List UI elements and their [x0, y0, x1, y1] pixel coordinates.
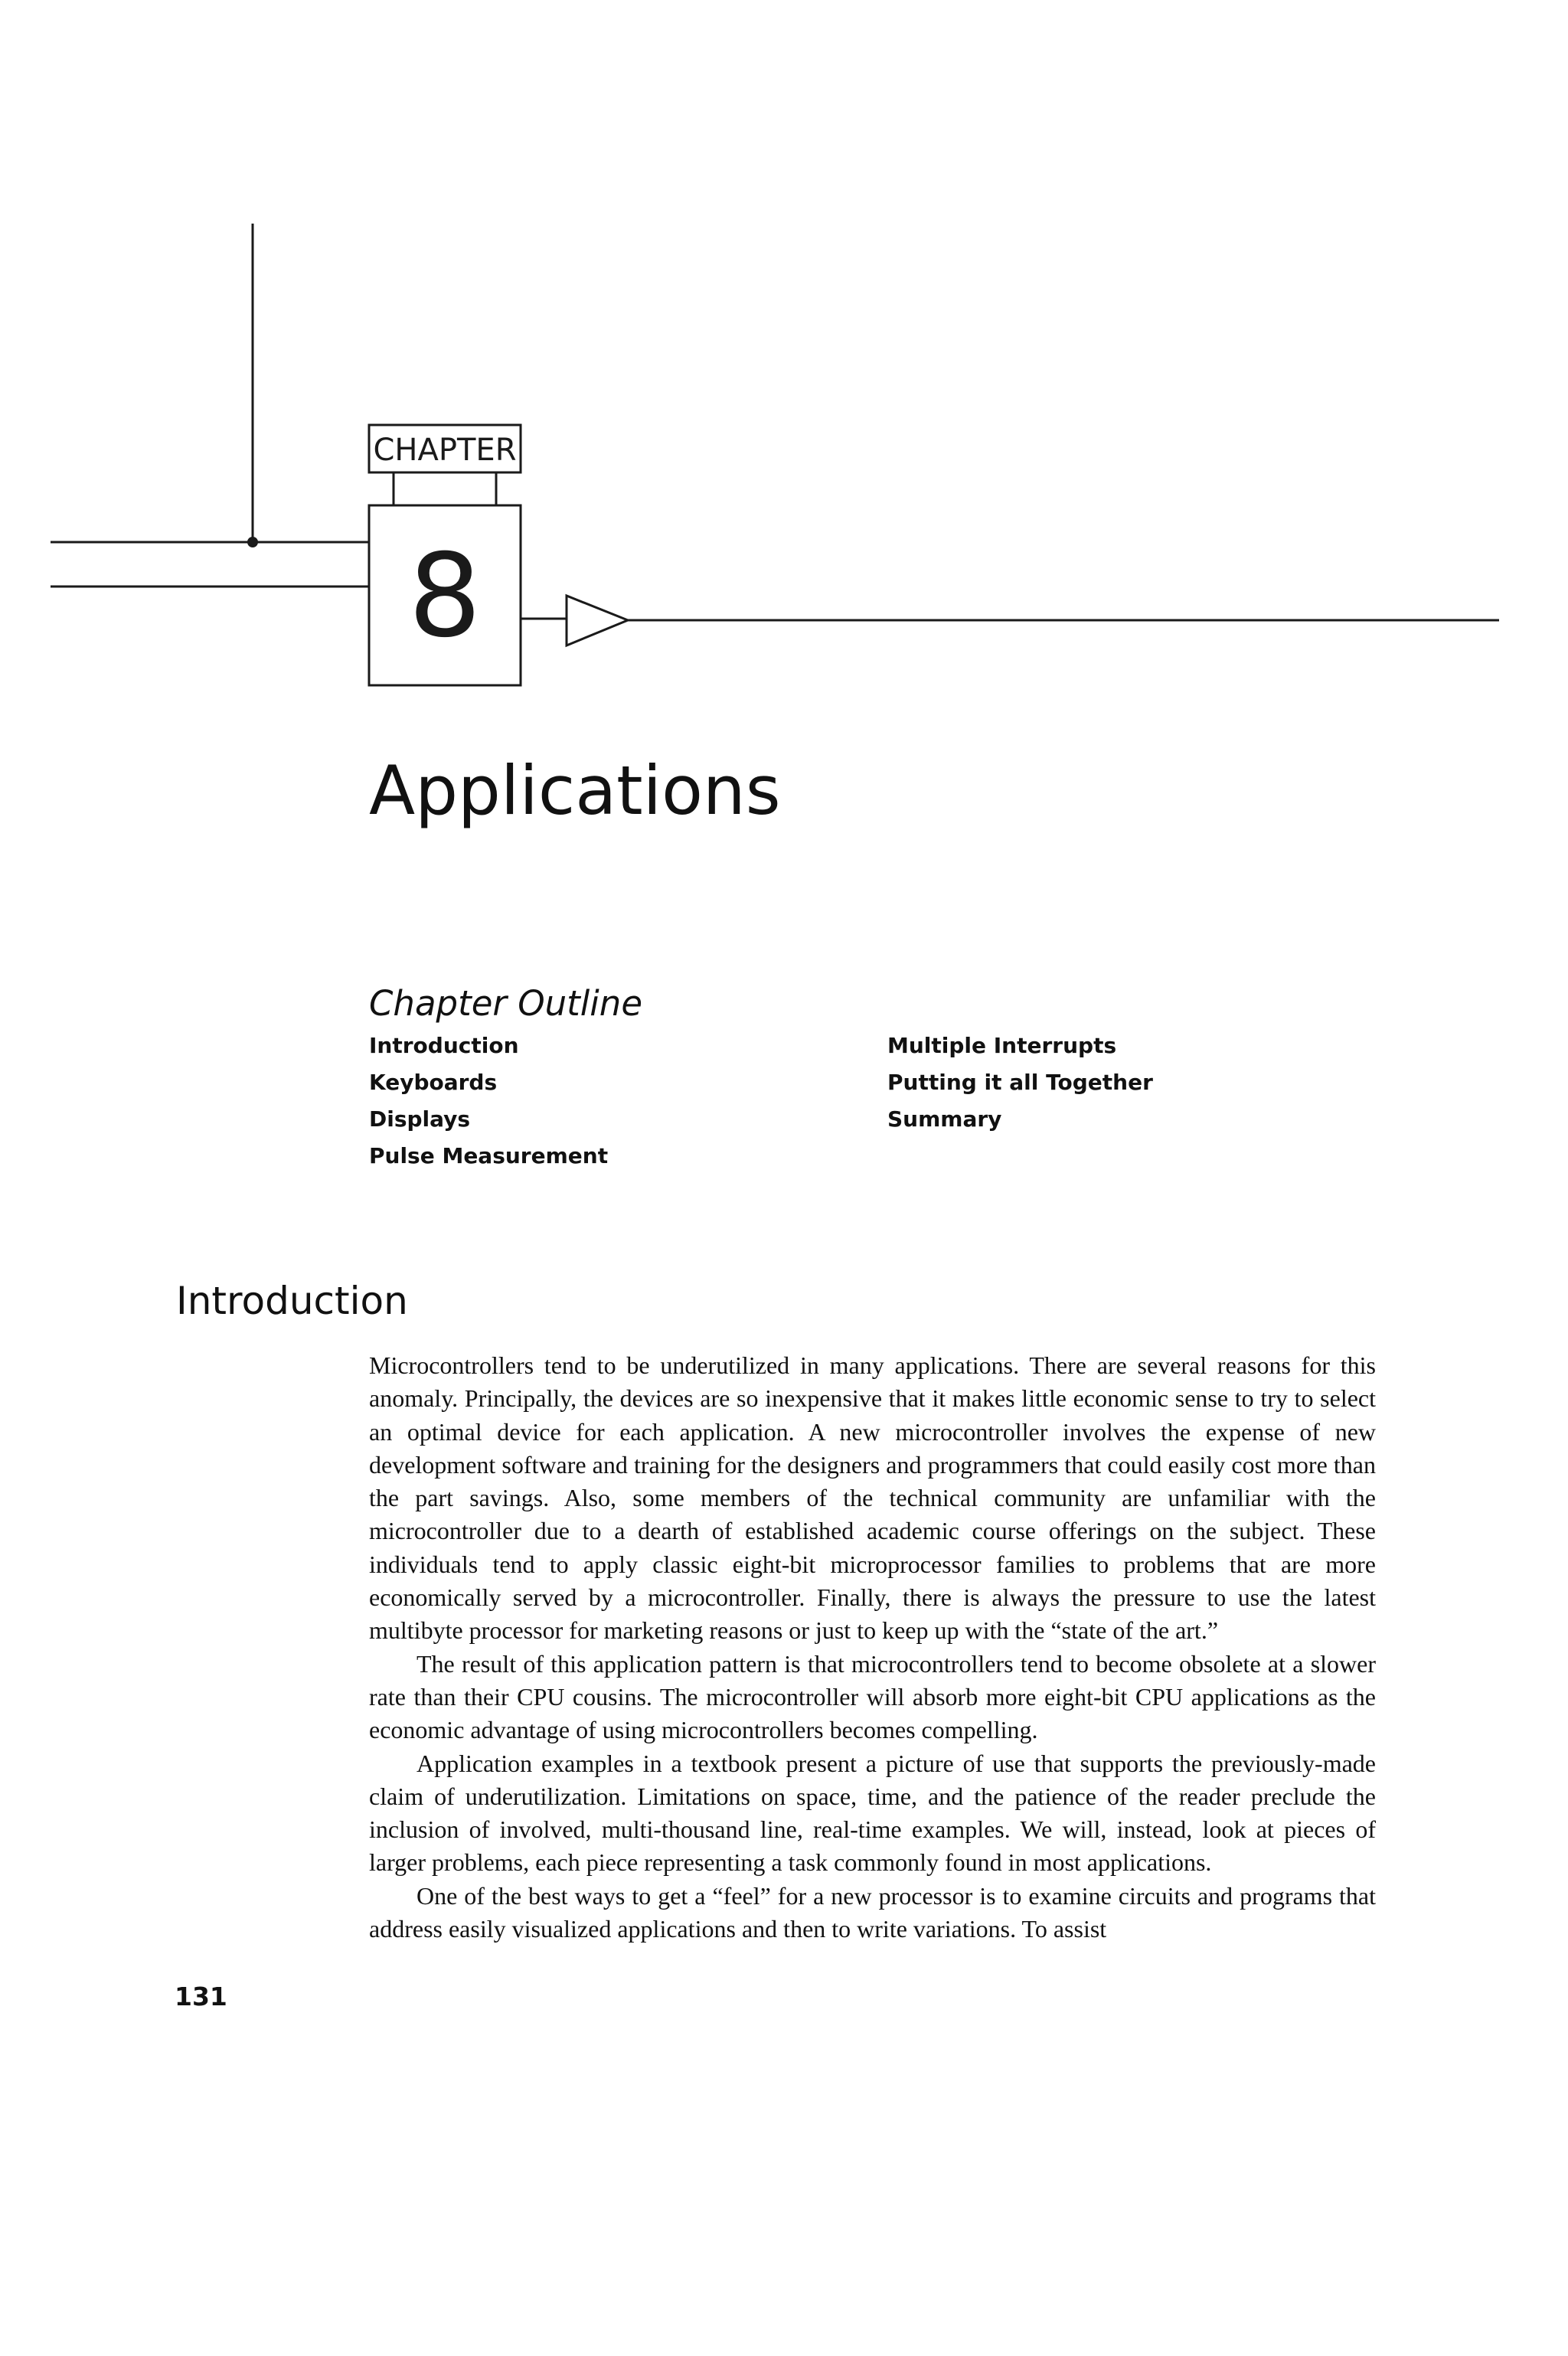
outline-item-displays: Displays: [369, 1106, 471, 1132]
chapter-title: Applications: [369, 751, 781, 830]
outline-item-summary: Summary: [887, 1106, 1002, 1132]
page-number: 131: [175, 1982, 227, 2011]
buffer-triangle-icon: [567, 596, 628, 645]
outline-item-keyboards: Keyboards: [369, 1070, 498, 1095]
introduction-body: [369, 1349, 1376, 1946]
paragraph: Microcontrollers tend to be underutilized in many applications. There are several reasons for this anomaly. Principally, the devices are so inexpensive that it makes little economic sense to try to select an optimal device for each application. A new microcontroller involves the expense of new development software and training for the designers and programmers that could easily cost more than the part savings. Also, some members of the technical community are unfamiliar with the microcontroller due to a dearth of established academic course offerings on the subject. These individuals tend to apply classic eight-bit microprocessor families to problems that are more economically served by a microcontroller. Finally, there is always the pressure to use the latest multibyte processor for marketing reasons or just to keep up with the “state of the art.”: [369, 1351, 1376, 1645]
outline-item-pulse-measurement: Pulse Measurement: [369, 1143, 609, 1168]
paragraph: Application examples in a textbook present a picture of use that supports the previously-made claim of underutilization. Limitations on space, time, and the patience of the reader preclude the inclusion of involved, multi-thousand line, real-time examples. We will, instead, look at pieces of larger problems, each piece representing a task commonly found in most applications.: [369, 1749, 1376, 1877]
chapter-label: CHAPTER: [373, 433, 517, 468]
chapter-outline-left-column: [369, 1028, 608, 1175]
outline-item-putting-it-all-together: Putting it all Together: [887, 1070, 1153, 1095]
chapter-graphic: [0, 0, 1568, 735]
chapter-outline-right-column: [887, 1028, 1153, 1138]
paragraph: One of the best ways to get a “feel” for a new processor is to examine circuits and programs that address easily visualized applications and then to write variations. To assist: [369, 1881, 1376, 1943]
section-heading-introduction: Introduction: [176, 1279, 408, 1323]
chapter-outline-heading: Chapter Outline: [369, 983, 643, 1024]
junction-dot-icon: [247, 537, 258, 547]
chapter-number: 8: [408, 530, 482, 663]
outline-item-multiple-interrupts: Multiple Interrupts: [887, 1033, 1117, 1058]
paragraph: The result of this application pattern is that microcontrollers tend to become obsolete at a slower rate than their CPU cousins. The microcontroller will absorb more eight-bit CPU applications as the economic advantage of using microcontrollers becomes compelling.: [369, 1649, 1376, 1744]
outline-item-introduction: Introduction: [369, 1033, 519, 1058]
